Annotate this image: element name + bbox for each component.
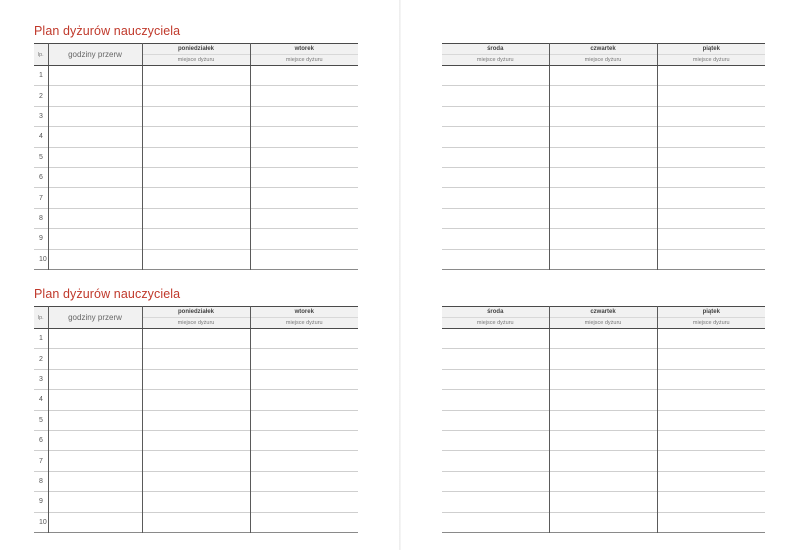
- table-row: [442, 410, 765, 430]
- break-hours-cell[interactable]: [48, 349, 142, 369]
- monday-duty-cell[interactable]: [142, 147, 250, 167]
- tuesday-duty-cell[interactable]: [250, 229, 358, 249]
- thursday-duty-cell[interactable]: [549, 208, 657, 228]
- friday-duty-cell[interactable]: [657, 369, 765, 389]
- table-row: [34, 512, 358, 532]
- table-row: [442, 430, 765, 450]
- break-hours-cell[interactable]: [48, 127, 142, 147]
- row-number: 2: [34, 86, 48, 106]
- friday-duty-cell[interactable]: [657, 86, 765, 106]
- tuesday-duty-cell[interactable]: [250, 106, 358, 126]
- monday-duty-cell[interactable]: [142, 229, 250, 249]
- monday-duty-cell[interactable]: [142, 66, 250, 86]
- break-hours-header: godziny przerw: [48, 307, 142, 329]
- thursday-header: [549, 44, 657, 66]
- table-row: [34, 369, 358, 389]
- monday-duty-cell[interactable]: [142, 471, 250, 491]
- table-row: [34, 208, 358, 228]
- friday-duty-cell[interactable]: [657, 410, 765, 430]
- table-row: [442, 492, 765, 512]
- wednesday-duty-cell[interactable]: [442, 249, 549, 269]
- monday-duty-cell[interactable]: [142, 188, 250, 208]
- table-row: [442, 369, 765, 389]
- table-row: [34, 410, 358, 430]
- monday-duty-cell[interactable]: [142, 86, 250, 106]
- row-number: 8: [34, 471, 48, 491]
- friday-duty-cell[interactable]: [657, 329, 765, 349]
- thursday-duty-cell[interactable]: [549, 492, 657, 512]
- table-row: [442, 349, 765, 369]
- monday-duty-cell[interactable]: [142, 410, 250, 430]
- break-hours-cell[interactable]: [48, 147, 142, 167]
- monday-duty-cell[interactable]: [142, 329, 250, 349]
- thursday-duty-cell[interactable]: [549, 167, 657, 187]
- thursday-label: czwartek: [590, 309, 616, 315]
- break-hours-cell[interactable]: [48, 329, 142, 349]
- monday-header: [142, 44, 250, 66]
- wednesday-label: środa: [487, 309, 504, 315]
- table-row: [34, 451, 358, 471]
- break-hours-cell[interactable]: [48, 492, 142, 512]
- duty-table-right-bottom: [442, 306, 765, 533]
- friday-duty-cell[interactable]: [657, 147, 765, 167]
- row-number: 7: [34, 451, 48, 471]
- table-row: [442, 471, 765, 491]
- thursday-duty-cell[interactable]: [549, 369, 657, 389]
- tuesday-header: [250, 44, 358, 66]
- break-hours-header: godziny przerw: [48, 44, 142, 66]
- break-hours-cell[interactable]: [48, 512, 142, 532]
- wednesday-label: środa: [487, 46, 504, 52]
- lp-header: lp.: [34, 44, 48, 66]
- thursday-duty-cell[interactable]: [549, 86, 657, 106]
- monday-duty-cell[interactable]: [142, 390, 250, 410]
- row-number: 9: [34, 492, 48, 512]
- thursday-duty-cell[interactable]: [549, 430, 657, 450]
- wednesday-duty-cell[interactable]: [442, 188, 549, 208]
- tuesday-duty-cell[interactable]: [250, 167, 358, 187]
- table-row: [442, 249, 765, 269]
- table-row: [34, 127, 358, 147]
- tuesday-label: wtorek: [294, 46, 314, 52]
- thursday-duty-cell[interactable]: [549, 147, 657, 167]
- tuesday-duty-cell[interactable]: [250, 249, 358, 269]
- duty-place-label: miejsce dyżuru: [143, 317, 250, 328]
- wednesday-duty-cell[interactable]: [442, 86, 549, 106]
- duty-place-label: miejsce dyżuru: [251, 54, 359, 65]
- friday-label: piątek: [702, 309, 720, 315]
- row-number: 6: [34, 167, 48, 187]
- lp-header: lp.: [34, 307, 48, 329]
- row-number: 2: [34, 349, 48, 369]
- break-hours-cell[interactable]: [48, 390, 142, 410]
- monday-label: poniedziałek: [177, 46, 214, 52]
- monday-duty-cell[interactable]: [142, 512, 250, 532]
- table-row: [442, 188, 765, 208]
- monday-header: [142, 307, 250, 329]
- friday-duty-cell[interactable]: [657, 229, 765, 249]
- row-number: 1: [39, 335, 43, 343]
- table-row: [442, 390, 765, 410]
- monday-duty-cell[interactable]: [142, 369, 250, 389]
- friday-header: [657, 44, 765, 66]
- friday-label: piątek: [702, 46, 720, 52]
- row-number: 4: [34, 390, 48, 410]
- table-row: [34, 167, 358, 187]
- wednesday-duty-cell[interactable]: [442, 106, 549, 126]
- duty-table-left-top: [34, 43, 358, 270]
- page-title-bottom: Plan dyżurów nauczyciela: [34, 287, 181, 301]
- thursday-duty-cell[interactable]: [549, 471, 657, 491]
- monday-duty-cell[interactable]: [142, 106, 250, 126]
- row-number: 9: [34, 229, 48, 249]
- friday-duty-cell[interactable]: [657, 349, 765, 369]
- thursday-duty-cell[interactable]: [549, 512, 657, 532]
- row-number: 10: [34, 512, 48, 532]
- tuesday-label: wtorek: [294, 309, 314, 315]
- duty-place-label: miejsce dyżuru: [442, 317, 549, 328]
- table-row: [442, 106, 765, 126]
- thursday-duty-cell[interactable]: [549, 410, 657, 430]
- tuesday-duty-cell[interactable]: [250, 208, 358, 228]
- break-hours-cell[interactable]: [48, 208, 142, 228]
- table-row: [442, 86, 765, 106]
- friday-duty-cell[interactable]: [657, 127, 765, 147]
- monday-duty-cell[interactable]: [142, 249, 250, 269]
- wednesday-duty-cell[interactable]: [442, 451, 549, 471]
- table-row: [34, 86, 358, 106]
- thursday-duty-cell[interactable]: [549, 451, 657, 471]
- table-row: [34, 147, 358, 167]
- wednesday-duty-cell[interactable]: [442, 167, 549, 187]
- monday-duty-cell[interactable]: [142, 349, 250, 369]
- table-row: [442, 167, 765, 187]
- break-hours-cell[interactable]: [48, 410, 142, 430]
- row-number: 3: [34, 369, 48, 389]
- friday-duty-cell[interactable]: [657, 471, 765, 491]
- duty-place-label: miejsce dyżuru: [251, 317, 359, 328]
- tuesday-duty-cell[interactable]: [250, 410, 358, 430]
- wednesday-duty-cell[interactable]: [442, 390, 549, 410]
- table-row: [34, 329, 358, 349]
- tuesday-duty-cell[interactable]: [250, 127, 358, 147]
- friday-duty-cell[interactable]: [657, 167, 765, 187]
- thursday-duty-cell[interactable]: [549, 249, 657, 269]
- break-hours-cell[interactable]: [48, 106, 142, 126]
- break-hours-cell[interactable]: [48, 430, 142, 450]
- row-number: 6: [34, 430, 48, 450]
- table-row: [34, 349, 358, 369]
- wednesday-header: [442, 307, 549, 329]
- thursday-duty-cell[interactable]: [549, 127, 657, 147]
- tuesday-duty-cell[interactable]: [250, 471, 358, 491]
- friday-header: [657, 307, 765, 329]
- wednesday-duty-cell[interactable]: [442, 410, 549, 430]
- monday-label: poniedziałek: [177, 309, 214, 315]
- tuesday-header: [250, 307, 358, 329]
- tuesday-duty-cell[interactable]: [250, 147, 358, 167]
- row-number: 5: [34, 410, 48, 430]
- break-hours-cell[interactable]: [48, 229, 142, 249]
- table-row: [34, 390, 358, 410]
- wednesday-duty-cell[interactable]: [442, 369, 549, 389]
- wednesday-header: [442, 44, 549, 66]
- duty-place-label: miejsce dyżuru: [442, 54, 549, 65]
- row-number: 7: [34, 188, 48, 208]
- duty-table-right-top: [442, 43, 765, 270]
- tuesday-duty-cell[interactable]: [250, 329, 358, 349]
- friday-duty-cell[interactable]: [657, 208, 765, 228]
- break-hours-cell[interactable]: [48, 249, 142, 269]
- thursday-duty-cell[interactable]: [549, 66, 657, 86]
- tuesday-duty-cell[interactable]: [250, 512, 358, 532]
- tuesday-duty-cell[interactable]: [250, 369, 358, 389]
- tuesday-duty-cell[interactable]: [250, 430, 358, 450]
- table-row: [442, 147, 765, 167]
- break-hours-cell[interactable]: [48, 369, 142, 389]
- table-row: [34, 471, 358, 491]
- tuesday-duty-cell[interactable]: [250, 86, 358, 106]
- duty-place-label: miejsce dyżuru: [550, 54, 657, 65]
- thursday-header: [549, 307, 657, 329]
- break-hours-cell[interactable]: [48, 66, 142, 86]
- thursday-duty-cell[interactable]: [549, 329, 657, 349]
- table-row: [442, 512, 765, 532]
- page-spine: [399, 0, 401, 550]
- wednesday-duty-cell[interactable]: [442, 66, 549, 86]
- wednesday-duty-cell[interactable]: [442, 147, 549, 167]
- table-row: [34, 249, 358, 269]
- tuesday-duty-cell[interactable]: [250, 349, 358, 369]
- table-row: [34, 106, 358, 126]
- tuesday-duty-cell[interactable]: [250, 188, 358, 208]
- friday-duty-cell[interactable]: [657, 188, 765, 208]
- row-number: 3: [34, 106, 48, 126]
- friday-duty-cell[interactable]: [657, 512, 765, 532]
- thursday-duty-cell[interactable]: [549, 229, 657, 249]
- wednesday-duty-cell[interactable]: [442, 349, 549, 369]
- row-number: 10: [34, 249, 48, 269]
- thursday-label: czwartek: [590, 46, 616, 52]
- break-hours-cell[interactable]: [48, 471, 142, 491]
- tuesday-duty-cell[interactable]: [250, 66, 358, 86]
- monday-duty-cell[interactable]: [142, 492, 250, 512]
- duty-place-label: miejsce dyżuru: [658, 317, 766, 328]
- monday-duty-cell[interactable]: [142, 167, 250, 187]
- tuesday-duty-cell[interactable]: [250, 492, 358, 512]
- monday-duty-cell[interactable]: [142, 430, 250, 450]
- friday-duty-cell[interactable]: [657, 492, 765, 512]
- wednesday-duty-cell[interactable]: [442, 208, 549, 228]
- friday-duty-cell[interactable]: [657, 451, 765, 471]
- wednesday-duty-cell[interactable]: [442, 430, 549, 450]
- duty-place-label: miejsce dyżuru: [658, 54, 766, 65]
- tuesday-duty-cell[interactable]: [250, 451, 358, 471]
- tuesday-duty-cell[interactable]: [250, 390, 358, 410]
- thursday-duty-cell[interactable]: [549, 188, 657, 208]
- monday-duty-cell[interactable]: [142, 127, 250, 147]
- table-row: [442, 127, 765, 147]
- thursday-duty-cell[interactable]: [549, 390, 657, 410]
- row-number: 4: [34, 127, 48, 147]
- monday-duty-cell[interactable]: [142, 208, 250, 228]
- friday-duty-cell[interactable]: [657, 390, 765, 410]
- table-row: [34, 430, 358, 450]
- table-row: [34, 229, 358, 249]
- wednesday-duty-cell[interactable]: [442, 512, 549, 532]
- table-row: [34, 188, 358, 208]
- table-row: [442, 329, 765, 349]
- monday-duty-cell[interactable]: [142, 451, 250, 471]
- break-hours-cell[interactable]: [48, 188, 142, 208]
- break-hours-cell[interactable]: [48, 86, 142, 106]
- page-title-top: Plan dyżurów nauczyciela: [34, 24, 181, 38]
- wednesday-duty-cell[interactable]: [442, 329, 549, 349]
- table-row: [34, 66, 358, 86]
- wednesday-duty-cell[interactable]: [442, 229, 549, 249]
- row-number: 8: [34, 208, 48, 228]
- table-row: [442, 208, 765, 228]
- wednesday-duty-cell[interactable]: [442, 127, 549, 147]
- row-number: 1: [39, 72, 43, 80]
- duty-place-label: miejsce dyżuru: [143, 54, 250, 65]
- friday-duty-cell[interactable]: [657, 66, 765, 86]
- duty-table-left-bottom: [34, 306, 358, 533]
- duty-place-label: miejsce dyżuru: [550, 317, 657, 328]
- friday-duty-cell[interactable]: [657, 106, 765, 126]
- wednesday-duty-cell[interactable]: [442, 492, 549, 512]
- wednesday-duty-cell[interactable]: [442, 471, 549, 491]
- table-row: [442, 451, 765, 471]
- break-hours-cell[interactable]: [48, 167, 142, 187]
- thursday-duty-cell[interactable]: [549, 106, 657, 126]
- row-number: 5: [34, 147, 48, 167]
- friday-duty-cell[interactable]: [657, 249, 765, 269]
- friday-duty-cell[interactable]: [657, 430, 765, 450]
- table-row: [34, 492, 358, 512]
- break-hours-cell[interactable]: [48, 451, 142, 471]
- thursday-duty-cell[interactable]: [549, 349, 657, 369]
- table-row: [442, 66, 765, 86]
- table-row: [442, 229, 765, 249]
